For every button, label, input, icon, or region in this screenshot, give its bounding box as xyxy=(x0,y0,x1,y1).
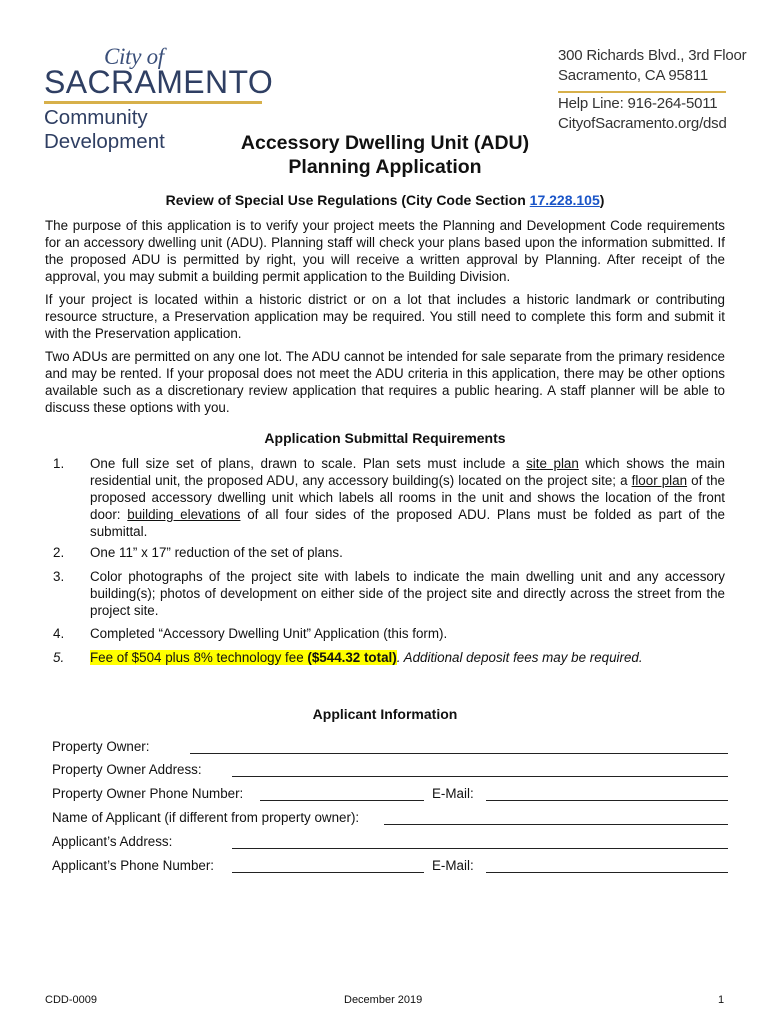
requirement-item xyxy=(45,568,725,619)
applicant-address-input-line[interactable] xyxy=(232,848,728,849)
address-gold-rule xyxy=(558,91,726,93)
page-number: 1 xyxy=(718,994,725,1006)
page-title xyxy=(0,131,770,179)
floor-plan-term: floor plan xyxy=(631,473,688,488)
logo-community-development: Community Development xyxy=(44,106,165,153)
address-line-2: Sacramento, CA 95811 xyxy=(558,67,708,84)
subtitle-suffix: ) xyxy=(599,192,605,208)
requirement-text: One full size set of plans, drawn to scale. Plan sets must include a site plan which shows the main residential unit, the proposed ADU, any accessory building(s) located on the project site; a floor plan of the proposed accessory dwelling unit which labels all rooms in the unit and shows the location of the front door: building elevations of all four sides of the proposed ADU. Plans must be folded as part of the submittal. xyxy=(90,456,725,539)
requirement-item xyxy=(45,455,725,540)
logo-sacramento: SACRAMENTO xyxy=(44,64,274,100)
owner-address-input-line[interactable] xyxy=(232,776,728,777)
building-elevations-term: building elevations xyxy=(127,507,241,522)
applicant-phone-label: Applicant’s Phone Number: xyxy=(52,858,215,873)
requirement-item-fee xyxy=(45,649,725,666)
intro-paragraph-two-adus: Two ADUs are permitted on any one lot. The ADU cannot be intended for sale separate from the primary residence and may be rented. If your proposal does not meet the ADU criteria in this application, there may be other options available such as a discretionary review application that requires a public hearing. A staff planner will be able to discuss these options with you. xyxy=(45,349,725,415)
requirement-item xyxy=(45,625,725,642)
footer-date: December 2019 xyxy=(344,994,423,1006)
intro-paragraph-historic: If your project is located within a historic district or on a lot that includes a historic landmark or contributing resource structure, a Preservation application may be required. You still need to complete this form and submit it with the Preservation application. xyxy=(45,292,725,341)
city-logo xyxy=(44,44,274,153)
requirement-text: One 11” x 17” reduction of the set of plans. xyxy=(90,545,343,560)
site-plan-term: site plan xyxy=(526,456,579,471)
owner-email-label: E-Mail: xyxy=(432,786,474,801)
logo-gold-rule xyxy=(44,101,262,104)
intro-paragraph-purpose: The purpose of this application is to verify your project meets the Planning and Development Code requirements for an accessory dwelling unit (ADU). Planning staff will check your plans based upon the information submitted. If the proposed ADU is permitted by right, you will receive a written approval by Planning. After receipt of the approval, you may submit a building permit application to the Building Division. xyxy=(45,218,725,284)
property-owner-input-line[interactable] xyxy=(190,753,728,754)
requirement-text xyxy=(90,649,725,666)
requirement-text: Completed “Accessory Dwelling Unit” Application (this form). xyxy=(90,626,448,641)
form-code: CDD-0009 xyxy=(45,994,97,1006)
fee-highlight xyxy=(90,650,397,665)
requirement-item xyxy=(45,544,725,561)
owner-phone-input-line[interactable] xyxy=(260,800,424,801)
requirement-number: 5. xyxy=(53,650,65,665)
requirement-text: Color photographs of the project site with labels to indicate the main dwelling unit and any accessory building(s); photos of development on either side of the project site and directly across the street from the project site. xyxy=(90,569,725,618)
deposit-note: . Additional deposit fees may be required. xyxy=(396,650,643,665)
fee-text: Fee of $504 plus 8% technology fee xyxy=(90,650,308,665)
applicant-email-label: E-Mail: xyxy=(432,858,474,873)
help-line: Help Line: 916-264-5011 xyxy=(558,95,718,112)
applicant-name-input-line[interactable] xyxy=(384,824,728,825)
city-code-link[interactable]: 17.228.105 xyxy=(529,192,600,208)
subtitle-prefix: Review of Special Use Regulations (City Code Section xyxy=(165,192,530,208)
applicant-name-label: Name of Applicant (if different from property owner): xyxy=(52,810,360,825)
section-subtitle xyxy=(0,192,770,208)
property-owner-label: Property Owner: xyxy=(52,739,150,754)
applicant-email-input-line[interactable] xyxy=(486,872,728,873)
applicant-info-heading: Applicant Information xyxy=(312,706,458,722)
requirements-heading: Application Submittal Requirements xyxy=(264,430,506,446)
applicant-address-label: Applicant’s Address: xyxy=(52,834,173,849)
requirement-number: 1. xyxy=(53,456,65,471)
office-address-block xyxy=(558,46,748,134)
title-line-2: Planning Application xyxy=(288,156,482,178)
title-line-1: Accessory Dwelling Unit (ADU) xyxy=(240,132,530,154)
requirement-number: 3. xyxy=(53,569,65,584)
owner-phone-label: Property Owner Phone Number: xyxy=(52,786,244,801)
requirement-number: 2. xyxy=(53,545,65,560)
owner-address-label: Property Owner Address: xyxy=(52,762,202,777)
owner-email-input-line[interactable] xyxy=(486,800,728,801)
address-line-1: 300 Richards Blvd., 3rd Floor xyxy=(558,47,747,64)
fee-total: ($544.32 total) xyxy=(307,650,397,665)
applicant-phone-input-line[interactable] xyxy=(232,872,424,873)
website-text: CityofSacramento.org/dsd xyxy=(558,115,727,132)
logo-city-of: City of xyxy=(104,44,164,69)
requirement-number: 4. xyxy=(53,626,65,641)
